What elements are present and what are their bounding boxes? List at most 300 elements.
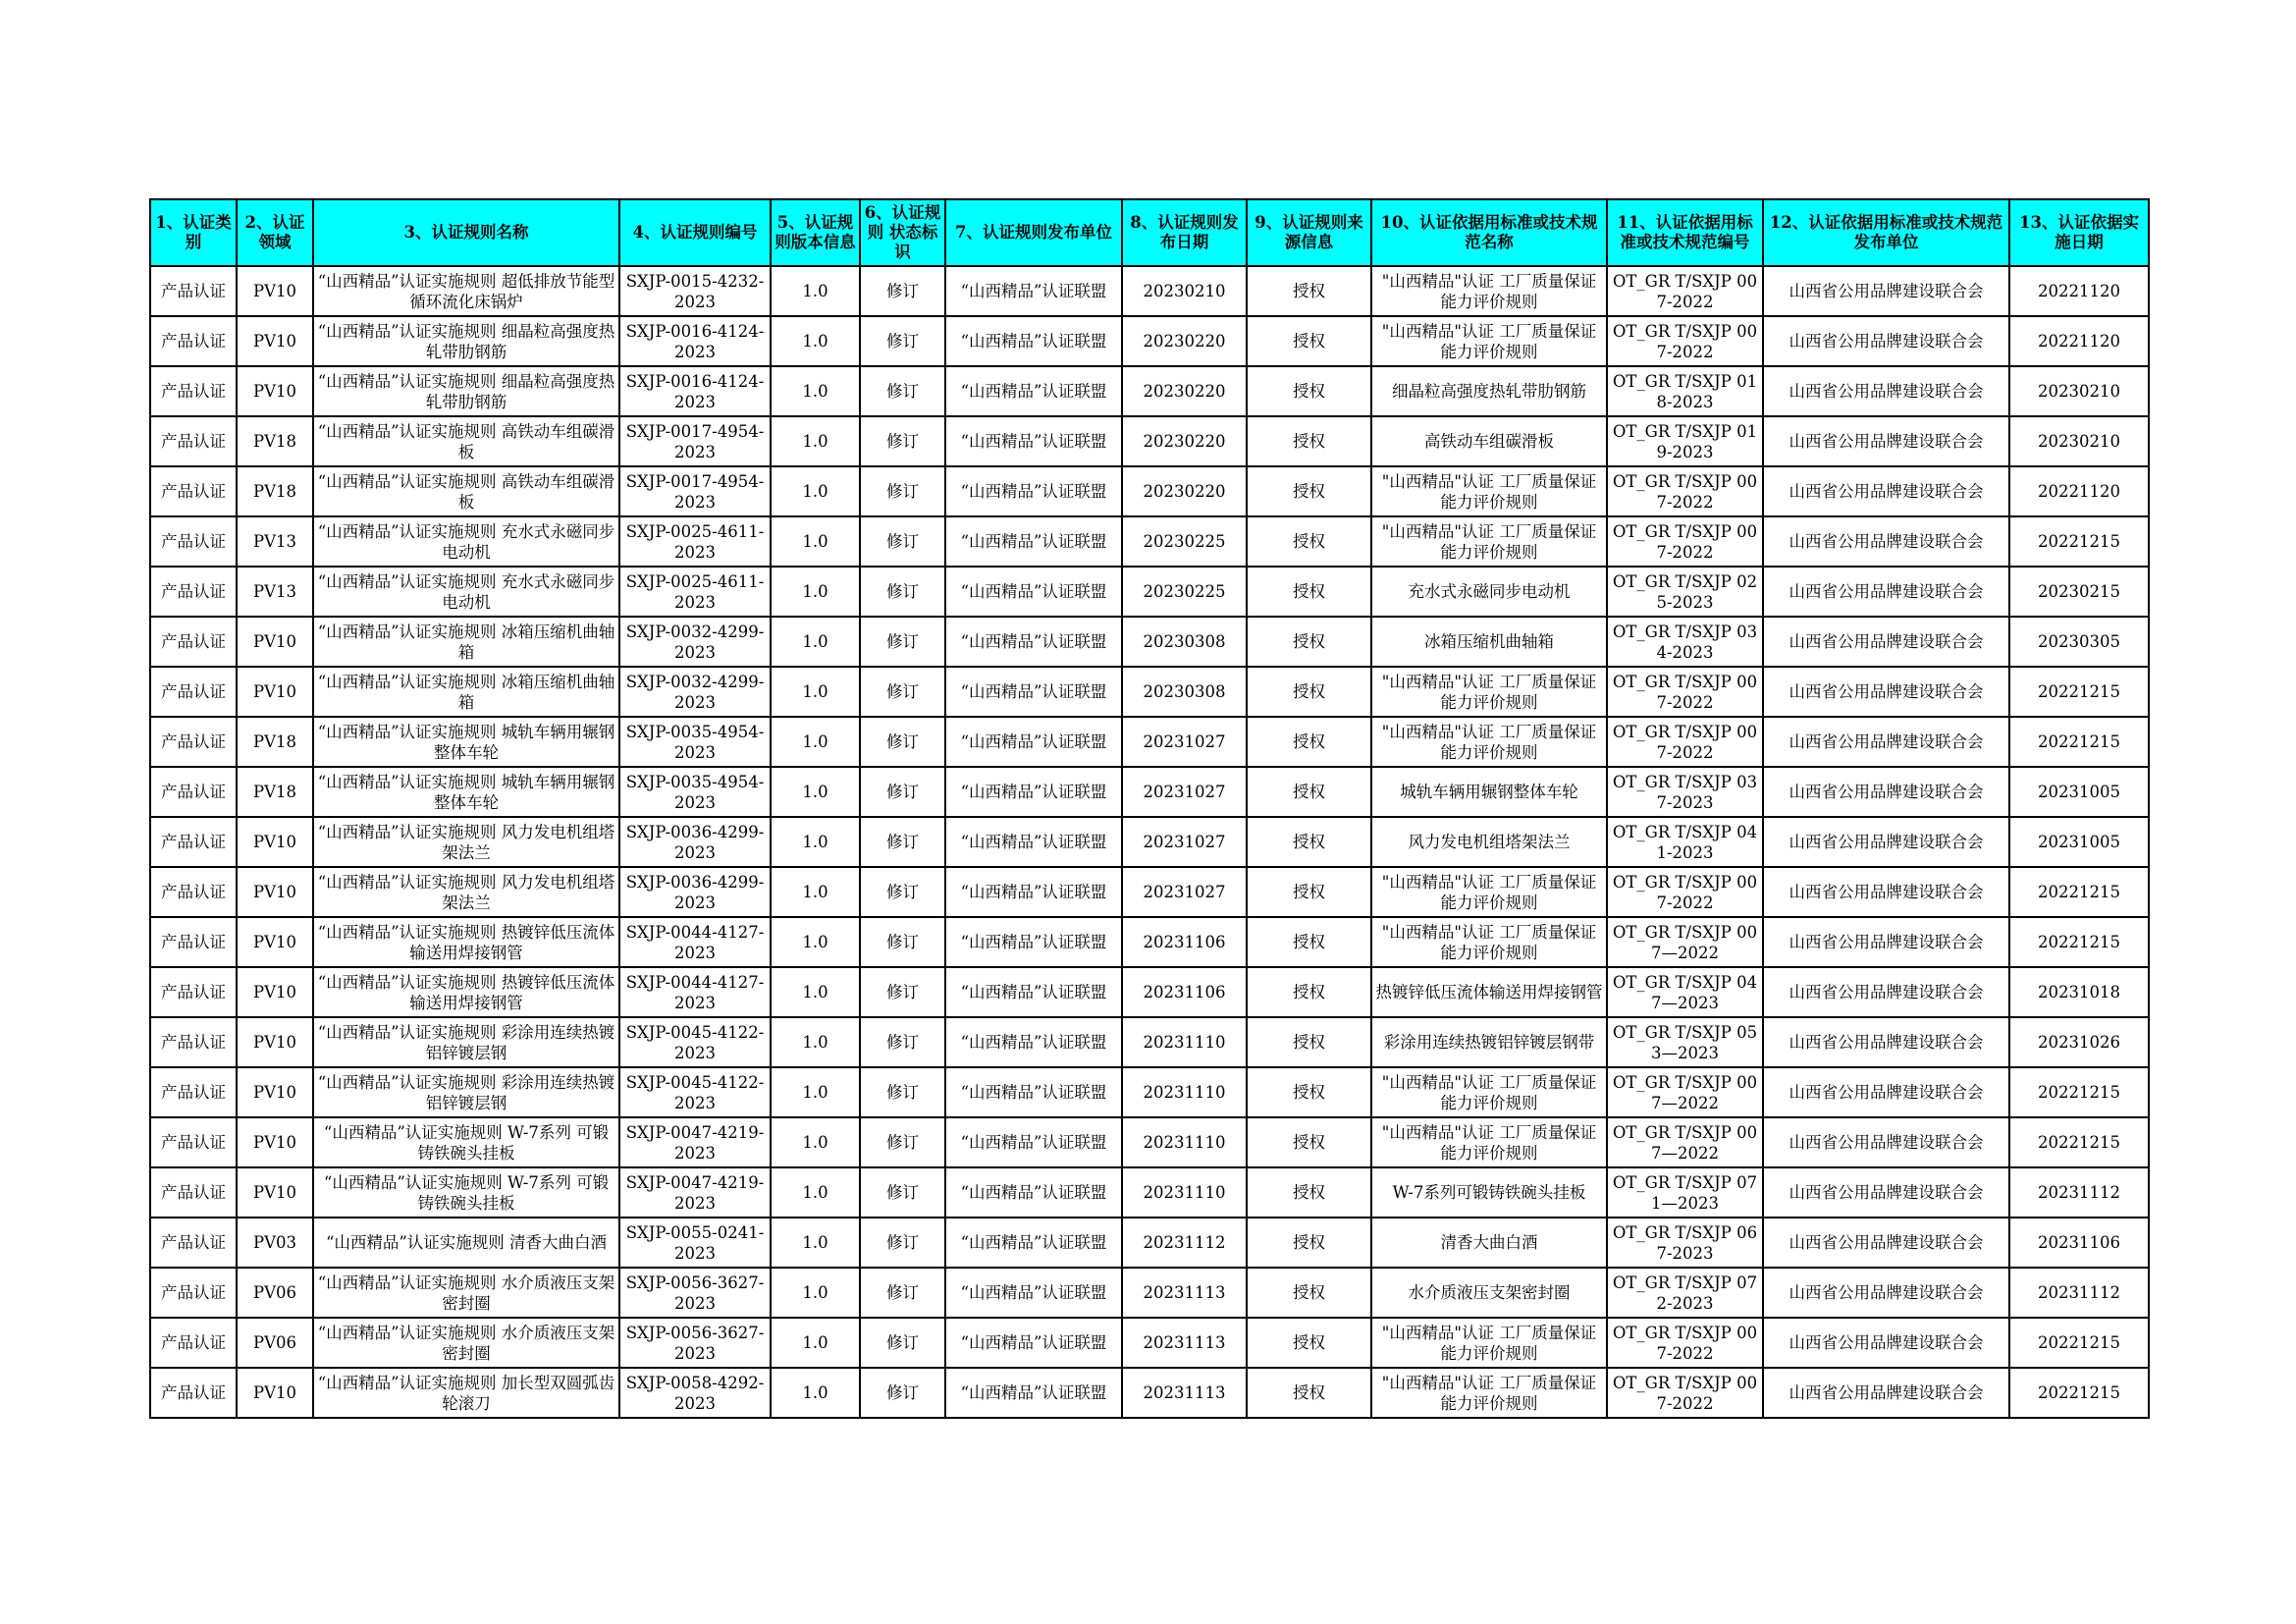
cell-version: 1.0 [771,1268,860,1318]
cell-publish-date: 20230308 [1122,617,1247,667]
cell-rule-name: “山西精品”认证实施规则 清香大曲白酒 [313,1218,619,1268]
cell-publish-date: 20231113 [1122,1318,1247,1368]
cell-effective-date: 20231005 [2009,817,2149,867]
cell-rule-name: “山西精品”认证实施规则 高铁动车组碳滑板 [313,466,619,516]
cell-standard-code: OT_GR T/SXJP 025-2023 [1607,567,1763,617]
cell-rule-name: “山西精品”认证实施规则 细晶粒高强度热轧带肋钢筋 [313,316,619,366]
cell-source: 授权 [1247,817,1371,867]
cell-publish-date: 20231027 [1122,767,1247,817]
cell-effective-date: 20221120 [2009,266,2149,316]
cell-standard-publisher: 山西省公用品牌建设联合会 [1763,1218,2009,1268]
cell-standard-publisher: 山西省公用品牌建设联合会 [1763,1318,2009,1368]
cell-version: 1.0 [771,667,860,717]
cell-publisher: “山西精品”认证联盟 [945,266,1122,316]
cell-effective-date: 20221215 [2009,1368,2149,1418]
cell-standard-publisher: 山西省公用品牌建设联合会 [1763,567,2009,617]
cell-status: 修订 [860,867,945,917]
cell-effective-date: 20221215 [2009,516,2149,567]
cell-rule-code: SXJP-0032-4299-2023 [619,617,771,667]
table-header-row [150,199,2149,266]
cell-status: 修订 [860,366,945,416]
cell-publish-date: 20231113 [1122,1368,1247,1418]
table-row [150,266,2149,316]
cell-category: 产品认证 [150,316,237,366]
cell-version: 1.0 [771,567,860,617]
cell-category: 产品认证 [150,416,237,466]
table-row [150,867,2149,917]
cell-publisher: “山西精品”认证联盟 [945,1167,1122,1218]
cell-source: 授权 [1247,767,1371,817]
cell-source: 授权 [1247,466,1371,516]
cell-version: 1.0 [771,1218,860,1268]
cell-rule-name: “山西精品”认证实施规则 充水式永磁同步电动机 [313,567,619,617]
cell-standard-code: OT_GR T/SXJP 019-2023 [1607,416,1763,466]
column-header-publisher: 7、认证规则发布单位 [945,199,1122,266]
cell-effective-date: 20221120 [2009,466,2149,516]
cell-publish-date: 20230210 [1122,266,1247,316]
table-row [150,967,2149,1017]
cell-rule-code: SXJP-0058-4292-2023 [619,1368,771,1418]
cell-version: 1.0 [771,416,860,466]
cell-rule-name: “山西精品”认证实施规则 彩涂用连续热镀铝锌镀层钢 [313,1017,619,1067]
table-row [150,1117,2149,1167]
cell-standard-code: OT_GR T/SXJP 007-2022 [1607,266,1763,316]
cell-domain: PV10 [237,1117,313,1167]
cell-standard-code: OT_GR T/SXJP 007—2022 [1607,1117,1763,1167]
cell-rule-code: SXJP-0035-4954-2023 [619,767,771,817]
cell-source: 授权 [1247,967,1371,1017]
certification-rules-table [149,198,2150,1419]
cell-publisher: “山西精品”认证联盟 [945,567,1122,617]
cell-standard-name: "山西精品"认证 工厂质量保证能力评价规则 [1371,717,1607,767]
cell-rule-code: SXJP-0025-4611-2023 [619,567,771,617]
cell-category: 产品认证 [150,667,237,717]
cell-effective-date: 20221215 [2009,667,2149,717]
cell-source: 授权 [1247,617,1371,667]
cell-rule-name: “山西精品”认证实施规则 超低排放节能型循环流化床锅炉 [313,266,619,316]
cell-rule-code: SXJP-0036-4299-2023 [619,817,771,867]
table-row [150,1067,2149,1117]
cell-publish-date: 20231027 [1122,717,1247,767]
cell-domain: PV10 [237,967,313,1017]
cell-standard-name: 水介质液压支架密封圈 [1371,1268,1607,1318]
cell-status: 修订 [860,917,945,967]
cell-source: 授权 [1247,867,1371,917]
cell-standard-publisher: 山西省公用品牌建设联合会 [1763,1268,2009,1318]
cell-standard-name: "山西精品"认证 工厂质量保证能力评价规则 [1371,316,1607,366]
cell-publisher: “山西精品”认证联盟 [945,466,1122,516]
cell-publish-date: 20230220 [1122,316,1247,366]
cell-rule-name: “山西精品”认证实施规则 冰箱压缩机曲轴箱 [313,667,619,717]
cell-publish-date: 20231106 [1122,967,1247,1017]
cell-version: 1.0 [771,1368,860,1418]
cell-publisher: “山西精品”认证联盟 [945,667,1122,717]
cell-publisher: “山西精品”认证联盟 [945,366,1122,416]
cell-domain: PV10 [237,266,313,316]
cell-standard-name: 风力发电机组塔架法兰 [1371,817,1607,867]
cell-rule-name: “山西精品”认证实施规则 城轨车辆用辗钢整体车轮 [313,767,619,817]
cell-publish-date: 20230225 [1122,567,1247,617]
cell-version: 1.0 [771,1167,860,1218]
cell-standard-code: OT_GR T/SXJP 047—2023 [1607,967,1763,1017]
cell-standard-publisher: 山西省公用品牌建设联合会 [1763,1117,2009,1167]
table-row [150,316,2149,366]
cell-version: 1.0 [771,1017,860,1067]
cell-publish-date: 20231110 [1122,1067,1247,1117]
cell-source: 授权 [1247,1218,1371,1268]
cell-rule-code: SXJP-0044-4127-2023 [619,917,771,967]
cell-domain: PV18 [237,717,313,767]
cell-publish-date: 20231106 [1122,917,1247,967]
cell-rule-code: SXJP-0056-3627-2023 [619,1318,771,1368]
cell-source: 授权 [1247,567,1371,617]
cell-standard-publisher: 山西省公用品牌建设联合会 [1763,266,2009,316]
cell-standard-name: "山西精品"认证 工厂质量保证能力评价规则 [1371,1117,1607,1167]
cell-rule-code: SXJP-0017-4954-2023 [619,416,771,466]
column-header-standard-name: 10、认证依据用标准或技术规范名称 [1371,199,1607,266]
cell-publish-date: 20230308 [1122,667,1247,717]
cell-category: 产品认证 [150,967,237,1017]
table-row [150,1218,2149,1268]
cell-status: 修订 [860,266,945,316]
cell-publisher: “山西精品”认证联盟 [945,867,1122,917]
cell-standard-publisher: 山西省公用品牌建设联合会 [1763,867,2009,917]
cell-effective-date: 20221215 [2009,1117,2149,1167]
cell-effective-date: 20221215 [2009,1067,2149,1117]
cell-status: 修订 [860,416,945,466]
cell-rule-name: “山西精品”认证实施规则 水介质液压支架密封圈 [313,1318,619,1368]
cell-version: 1.0 [771,466,860,516]
cell-publisher: “山西精品”认证联盟 [945,1017,1122,1067]
table-row [150,516,2149,567]
cell-publish-date: 20231112 [1122,1218,1247,1268]
cell-publisher: “山西精品”认证联盟 [945,617,1122,667]
cell-standard-code: OT_GR T/SXJP 007-2022 [1607,867,1763,917]
cell-rule-name: “山西精品”认证实施规则 风力发电机组塔架法兰 [313,817,619,867]
cell-standard-publisher: 山西省公用品牌建设联合会 [1763,717,2009,767]
cell-standard-name: "山西精品"认证 工厂质量保证能力评价规则 [1371,867,1607,917]
cell-source: 授权 [1247,1368,1371,1418]
cell-rule-name: “山西精品”认证实施规则 W-7系列 可锻铸铁碗头挂板 [313,1167,619,1218]
cell-rule-code: SXJP-0016-4124-2023 [619,366,771,416]
cell-rule-code: SXJP-0035-4954-2023 [619,717,771,767]
cell-status: 修订 [860,516,945,567]
column-header-category: 1、认证类别 [150,199,237,266]
cell-domain: PV10 [237,1067,313,1117]
cell-publisher: “山西精品”认证联盟 [945,1318,1122,1368]
table-row [150,1318,2149,1368]
cell-rule-code: SXJP-0047-4219-2023 [619,1117,771,1167]
cell-standard-publisher: 山西省公用品牌建设联合会 [1763,416,2009,466]
cell-source: 授权 [1247,316,1371,366]
cell-standard-code: OT_GR T/SXJP 072-2023 [1607,1268,1763,1318]
cell-status: 修订 [860,1017,945,1067]
column-header-standard-code: 11、认证依据用标准或技术规范编号 [1607,199,1763,266]
table-row [150,1368,2149,1418]
cell-standard-name: "山西精品"认证 工厂质量保证能力评价规则 [1371,1368,1607,1418]
cell-rule-code: SXJP-0044-4127-2023 [619,967,771,1017]
cell-source: 授权 [1247,1268,1371,1318]
cell-publisher: “山西精品”认证联盟 [945,767,1122,817]
cell-standard-name: 细晶粒高强度热轧带肋钢筋 [1371,366,1607,416]
cell-publisher: “山西精品”认证联盟 [945,516,1122,567]
cell-standard-code: OT_GR T/SXJP 007-2022 [1607,466,1763,516]
cell-status: 修订 [860,1067,945,1117]
table-row [150,917,2149,967]
cell-rule-code: SXJP-0032-4299-2023 [619,667,771,717]
cell-standard-publisher: 山西省公用品牌建设联合会 [1763,667,2009,717]
cell-version: 1.0 [771,266,860,316]
cell-domain: PV10 [237,817,313,867]
cell-status: 修订 [860,967,945,1017]
cell-status: 修订 [860,717,945,767]
cell-status: 修订 [860,466,945,516]
cell-publish-date: 20230225 [1122,516,1247,567]
table-body [150,266,2149,1418]
table-row [150,466,2149,516]
cell-standard-code: OT_GR T/SXJP 007-2022 [1607,667,1763,717]
cell-publish-date: 20230220 [1122,366,1247,416]
cell-source: 授权 [1247,416,1371,466]
cell-domain: PV10 [237,1017,313,1067]
cell-publisher: “山西精品”认证联盟 [945,1067,1122,1117]
cell-source: 授权 [1247,516,1371,567]
cell-effective-date: 20231005 [2009,767,2149,817]
cell-category: 产品认证 [150,1318,237,1368]
cell-status: 修订 [860,1167,945,1218]
cell-version: 1.0 [771,1318,860,1368]
cell-source: 授权 [1247,1167,1371,1218]
cell-status: 修订 [860,1318,945,1368]
cell-standard-publisher: 山西省公用品牌建设联合会 [1763,1167,2009,1218]
column-header-version: 5、认证规则版本信息 [771,199,860,266]
cell-standard-code: OT_GR T/SXJP 071—2023 [1607,1167,1763,1218]
cell-effective-date: 20221215 [2009,717,2149,767]
cell-category: 产品认证 [150,1268,237,1318]
cell-rule-code: SXJP-0047-4219-2023 [619,1167,771,1218]
cell-domain: PV10 [237,667,313,717]
cell-publisher: “山西精品”认证联盟 [945,717,1122,767]
cell-rule-name: “山西精品”认证实施规则 冰箱压缩机曲轴箱 [313,617,619,667]
cell-version: 1.0 [771,817,860,867]
cell-standard-name: "山西精品"认证 工厂质量保证能力评价规则 [1371,1318,1607,1368]
cell-rule-name: “山西精品”认证实施规则 充水式永磁同步电动机 [313,516,619,567]
table-row [150,667,2149,717]
cell-effective-date: 20221120 [2009,316,2149,366]
cell-standard-code: OT_GR T/SXJP 018-2023 [1607,366,1763,416]
cell-standard-publisher: 山西省公用品牌建设联合会 [1763,767,2009,817]
cell-publish-date: 20230220 [1122,416,1247,466]
cell-standard-code: OT_GR T/SXJP 007-2022 [1607,717,1763,767]
column-header-standard-publisher: 12、认证依据用标准或技术规范发布单位 [1763,199,2009,266]
cell-domain: PV13 [237,567,313,617]
cell-publisher: “山西精品”认证联盟 [945,1218,1122,1268]
table-row [150,717,2149,767]
cell-category: 产品认证 [150,366,237,416]
cell-standard-code: OT_GR T/SXJP 037-2023 [1607,767,1763,817]
cell-source: 授权 [1247,917,1371,967]
cell-rule-code: SXJP-0025-4611-2023 [619,516,771,567]
cell-category: 产品认证 [150,717,237,767]
cell-publisher: “山西精品”认证联盟 [945,1368,1122,1418]
cell-version: 1.0 [771,717,860,767]
cell-standard-name: "山西精品"认证 工厂质量保证能力评价规则 [1371,266,1607,316]
cell-publish-date: 20231110 [1122,1117,1247,1167]
cell-version: 1.0 [771,967,860,1017]
cell-status: 修订 [860,817,945,867]
cell-category: 产品认证 [150,466,237,516]
column-header-effective-date: 13、认证依据实施日期 [2009,199,2149,266]
cell-standard-code: OT_GR T/SXJP 007—2022 [1607,917,1763,967]
cell-version: 1.0 [771,366,860,416]
table-row [150,617,2149,667]
cell-standard-publisher: 山西省公用品牌建设联合会 [1763,516,2009,567]
cell-effective-date: 20230305 [2009,617,2149,667]
cell-publisher: “山西精品”认证联盟 [945,1117,1122,1167]
cell-effective-date: 20231106 [2009,1218,2149,1268]
cell-source: 授权 [1247,1318,1371,1368]
cell-rule-name: “山西精品”认证实施规则 细晶粒高强度热轧带肋钢筋 [313,366,619,416]
table-row [150,366,2149,416]
cell-standard-name: "山西精品"认证 工厂质量保证能力评价规则 [1371,516,1607,567]
cell-category: 产品认证 [150,1368,237,1418]
cell-category: 产品认证 [150,567,237,617]
cell-effective-date: 20231112 [2009,1268,2149,1318]
cell-rule-name: “山西精品”认证实施规则 城轨车辆用辗钢整体车轮 [313,717,619,767]
cell-category: 产品认证 [150,867,237,917]
cell-category: 产品认证 [150,1218,237,1268]
cell-effective-date: 20221215 [2009,1318,2149,1368]
cell-domain: PV03 [237,1218,313,1268]
table-row [150,1268,2149,1318]
cell-rule-code: SXJP-0045-4122-2023 [619,1017,771,1067]
cell-version: 1.0 [771,1117,860,1167]
cell-standard-code: OT_GR T/SXJP 067-2023 [1607,1218,1763,1268]
cell-effective-date: 20230215 [2009,567,2149,617]
cell-category: 产品认证 [150,516,237,567]
cell-standard-name: W-7系列可锻铸铁碗头挂板 [1371,1167,1607,1218]
cell-publisher: “山西精品”认证联盟 [945,416,1122,466]
cell-standard-publisher: 山西省公用品牌建设联合会 [1763,1017,2009,1067]
cell-standard-publisher: 山西省公用品牌建设联合会 [1763,967,2009,1017]
cell-effective-date: 20231112 [2009,1167,2149,1218]
cell-domain: PV18 [237,416,313,466]
table-row [150,1017,2149,1067]
cell-domain: PV18 [237,466,313,516]
cell-publish-date: 20231027 [1122,817,1247,867]
cell-standard-publisher: 山西省公用品牌建设联合会 [1763,917,2009,967]
cell-domain: PV13 [237,516,313,567]
cell-category: 产品认证 [150,917,237,967]
cell-version: 1.0 [771,316,860,366]
cell-rule-code: SXJP-0016-4124-2023 [619,316,771,366]
cell-publish-date: 20230220 [1122,466,1247,516]
cell-rule-code: SXJP-0055-0241-2023 [619,1218,771,1268]
cell-source: 授权 [1247,1067,1371,1117]
cell-standard-name: 冰箱压缩机曲轴箱 [1371,617,1607,667]
cell-standard-publisher: 山西省公用品牌建设联合会 [1763,1368,2009,1418]
cell-status: 修订 [860,1368,945,1418]
cell-publish-date: 20231027 [1122,867,1247,917]
cell-status: 修订 [860,1268,945,1318]
cell-domain: PV06 [237,1268,313,1318]
cell-domain: PV10 [237,366,313,416]
cell-status: 修订 [860,617,945,667]
table-row [150,817,2149,867]
cell-category: 产品认证 [150,1067,237,1117]
cell-standard-publisher: 山西省公用品牌建设联合会 [1763,316,2009,366]
cell-standard-code: OT_GR T/SXJP 007-2022 [1607,516,1763,567]
cell-standard-name: "山西精品"认证 工厂质量保证能力评价规则 [1371,466,1607,516]
cell-category: 产品认证 [150,767,237,817]
column-header-domain: 2、认证领域 [237,199,313,266]
cell-publisher: “山西精品”认证联盟 [945,1268,1122,1318]
cell-rule-name: “山西精品”认证实施规则 风力发电机组塔架法兰 [313,867,619,917]
cell-standard-code: OT_GR T/SXJP 053—2023 [1607,1017,1763,1067]
cell-domain: PV10 [237,316,313,366]
cell-standard-name: 充水式永磁同步电动机 [1371,567,1607,617]
table-row [150,1167,2149,1218]
cell-source: 授权 [1247,266,1371,316]
cell-publisher: “山西精品”认证联盟 [945,817,1122,867]
cell-domain: PV10 [237,617,313,667]
cell-domain: PV10 [237,867,313,917]
table-row [150,767,2149,817]
cell-standard-publisher: 山西省公用品牌建设联合会 [1763,1067,2009,1117]
cell-standard-publisher: 山西省公用品牌建设联合会 [1763,817,2009,867]
cell-standard-name: 清香大曲白酒 [1371,1218,1607,1268]
cell-category: 产品认证 [150,1117,237,1167]
cell-standard-name: "山西精品"认证 工厂质量保证能力评价规则 [1371,917,1607,967]
cell-publish-date: 20231113 [1122,1268,1247,1318]
cell-effective-date: 20231026 [2009,1017,2149,1067]
cell-source: 授权 [1247,1117,1371,1167]
cell-version: 1.0 [771,516,860,567]
cell-standard-name: "山西精品"认证 工厂质量保证能力评价规则 [1371,667,1607,717]
cell-category: 产品认证 [150,617,237,667]
cell-status: 修订 [860,767,945,817]
cell-source: 授权 [1247,667,1371,717]
cell-domain: PV06 [237,1318,313,1368]
cell-version: 1.0 [771,867,860,917]
cell-effective-date: 20231018 [2009,967,2149,1017]
cell-domain: PV10 [237,1368,313,1418]
cell-standard-name: "山西精品"认证 工厂质量保证能力评价规则 [1371,1067,1607,1117]
cell-standard-name: 高铁动车组碳滑板 [1371,416,1607,466]
cell-status: 修订 [860,567,945,617]
cell-standard-publisher: 山西省公用品牌建设联合会 [1763,366,2009,416]
cell-standard-code: OT_GR T/SXJP 007-2022 [1607,1318,1763,1368]
column-header-rule-name: 3、认证规则名称 [313,199,619,266]
cell-rule-name: “山西精品”认证实施规则 加长型双圆弧齿轮滚刀 [313,1368,619,1418]
cell-source: 授权 [1247,366,1371,416]
cell-status: 修订 [860,316,945,366]
cell-standard-code: OT_GR T/SXJP 007-2022 [1607,1368,1763,1418]
cell-standard-code: OT_GR T/SXJP 041-2023 [1607,817,1763,867]
cell-rule-name: “山西精品”认证实施规则 热镀锌低压流体输送用焊接钢管 [313,917,619,967]
cell-rule-code: SXJP-0015-4232-2023 [619,266,771,316]
cell-effective-date: 20221215 [2009,917,2149,967]
cell-standard-code: OT_GR T/SXJP 034-2023 [1607,617,1763,667]
cell-standard-name: 热镀锌低压流体输送用焊接钢管 [1371,967,1607,1017]
cell-status: 修订 [860,667,945,717]
cell-source: 授权 [1247,717,1371,767]
cell-standard-publisher: 山西省公用品牌建设联合会 [1763,617,2009,667]
cell-category: 产品认证 [150,1017,237,1067]
cell-rule-name: “山西精品”认证实施规则 W-7系列 可锻铸铁碗头挂板 [313,1117,619,1167]
cell-rule-name: “山西精品”认证实施规则 水介质液压支架密封圈 [313,1268,619,1318]
cell-rule-code: SXJP-0017-4954-2023 [619,466,771,516]
